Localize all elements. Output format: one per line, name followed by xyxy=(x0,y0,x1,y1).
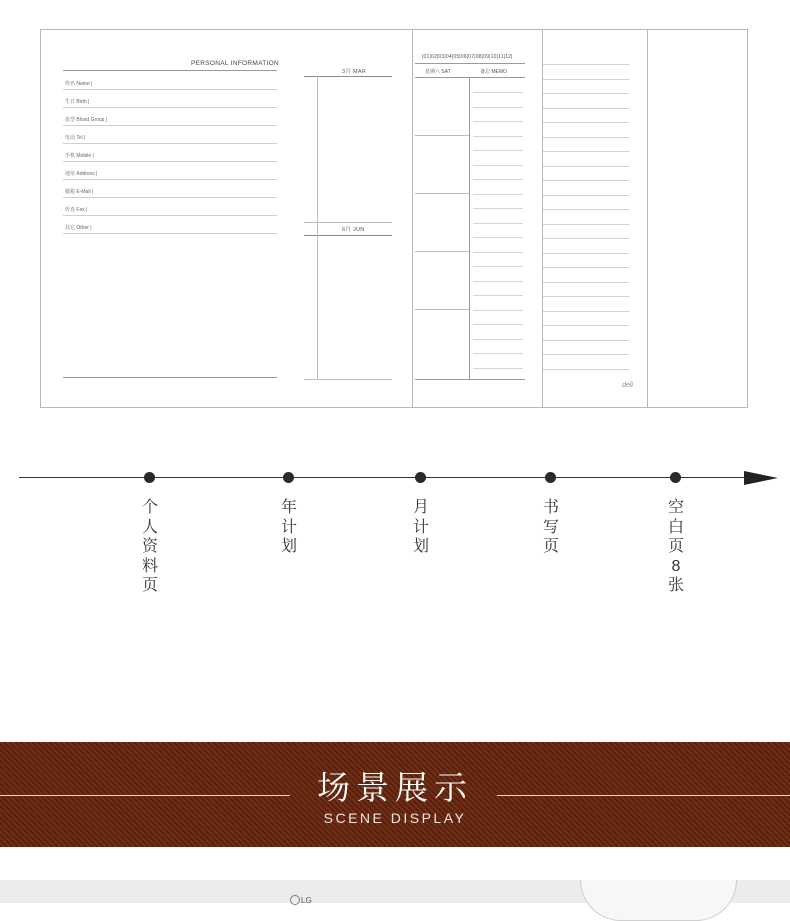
month-label-jun: 6月 JUN xyxy=(342,227,365,233)
timeline-dot xyxy=(283,472,294,483)
field-other: 其它 Other | xyxy=(63,216,277,234)
writing-rule xyxy=(543,296,629,297)
month-rule xyxy=(415,63,525,64)
banner-subtitle: SCENE DISPLAY xyxy=(323,810,467,826)
field-fax: 传真 Fax | xyxy=(63,198,277,216)
scene-photo xyxy=(0,880,790,903)
field-birth: 生日 Birth | xyxy=(63,90,277,108)
personal-information-title: PERSONAL INFORMATION xyxy=(191,60,279,67)
memo-rule xyxy=(473,136,523,137)
writing-rule xyxy=(543,122,629,123)
writing-rule xyxy=(543,369,629,370)
timeline-axis xyxy=(19,477,744,478)
writing-rule xyxy=(543,354,629,355)
memo-rule xyxy=(473,353,523,354)
writing-rule xyxy=(543,195,629,196)
writing-rule xyxy=(543,253,629,254)
month-numbers: |01|02|03|04|05|06|07|08|09|10|11|12| xyxy=(422,54,513,60)
memo-rule xyxy=(473,92,523,93)
month-column-divider xyxy=(469,77,470,380)
writing-rule xyxy=(543,267,629,268)
memo-rule xyxy=(473,310,523,311)
field-tel: 电话 Tel | xyxy=(63,126,277,144)
memo-rule xyxy=(473,324,523,325)
memo-rule xyxy=(473,165,523,166)
scene-display-banner xyxy=(0,742,790,847)
personal-information-page xyxy=(40,29,301,408)
field-email: 邮箱 E-Mail | xyxy=(63,180,277,198)
blank-page xyxy=(647,29,748,408)
memo-rule xyxy=(473,223,523,224)
writing-rule xyxy=(543,64,629,65)
writing-rule xyxy=(543,325,629,326)
memo-rule xyxy=(473,179,523,180)
writing-page xyxy=(542,29,648,408)
memo-rule xyxy=(473,237,523,238)
field-blood-group: 血型 Blood Group | xyxy=(63,108,277,126)
writing-rule xyxy=(543,224,629,225)
memo-rule xyxy=(473,252,523,253)
year-column-divider xyxy=(317,76,318,379)
memo-rule xyxy=(473,368,523,369)
deli-logo: deli xyxy=(622,382,633,389)
writing-rule xyxy=(543,311,629,312)
month-plan-page xyxy=(412,29,543,408)
writing-rule xyxy=(543,166,629,167)
week-rule xyxy=(415,251,469,252)
timeline-label-writing: 书写页 xyxy=(542,499,559,555)
memo-rule xyxy=(473,194,523,195)
week-rule xyxy=(415,135,469,136)
field-address: 地址 Address | xyxy=(63,162,277,180)
timeline-label-personal: 个人资料页 xyxy=(141,499,158,594)
week-rule xyxy=(415,193,469,194)
writing-rule xyxy=(543,238,629,239)
timeline-dot xyxy=(545,472,556,483)
dish-image xyxy=(580,880,737,921)
writing-rule xyxy=(543,93,629,94)
memo-column-header: 备忘 MEMO xyxy=(480,69,507,75)
memo-rule xyxy=(473,208,523,209)
writing-rule xyxy=(543,108,629,109)
timeline-dot xyxy=(415,472,426,483)
timeline-label-blank: 空白页8张 xyxy=(667,499,684,594)
memo-rule xyxy=(473,107,523,108)
year-plan-page xyxy=(300,29,413,408)
timeline-dot xyxy=(144,472,155,483)
month-label-mar: 3月 MAR xyxy=(342,69,367,75)
memo-rule xyxy=(473,150,523,151)
writing-rule xyxy=(543,137,629,138)
memo-rule xyxy=(473,121,523,122)
month-rule xyxy=(415,379,525,380)
memo-rule xyxy=(473,339,523,340)
field-name: 姓名 Name | xyxy=(63,72,277,90)
memo-rule xyxy=(473,281,523,282)
year-rule xyxy=(304,379,392,380)
week-rule xyxy=(415,309,469,310)
writing-rule xyxy=(543,282,629,283)
bottom-rule xyxy=(63,377,277,378)
timeline-arrow-icon xyxy=(744,471,778,485)
writing-rule xyxy=(543,209,629,210)
timeline-label-year-plan: 年计划 xyxy=(280,499,297,555)
day-column-header: 星期六 SAT xyxy=(425,69,451,75)
title-rule xyxy=(63,70,277,71)
writing-rule xyxy=(543,340,629,341)
field-mobile: 手机 Mobile | xyxy=(63,144,277,162)
lg-logo: LG xyxy=(290,895,312,905)
banner-title: 场景展示 xyxy=(317,769,473,806)
writing-rule xyxy=(543,151,629,152)
writing-rule xyxy=(543,180,629,181)
timeline-label-month-plan: 月计划 xyxy=(412,499,429,555)
memo-rule xyxy=(473,295,523,296)
memo-rule xyxy=(473,266,523,267)
month-rule xyxy=(415,77,525,78)
timeline-dot xyxy=(670,472,681,483)
writing-rule xyxy=(543,79,629,80)
